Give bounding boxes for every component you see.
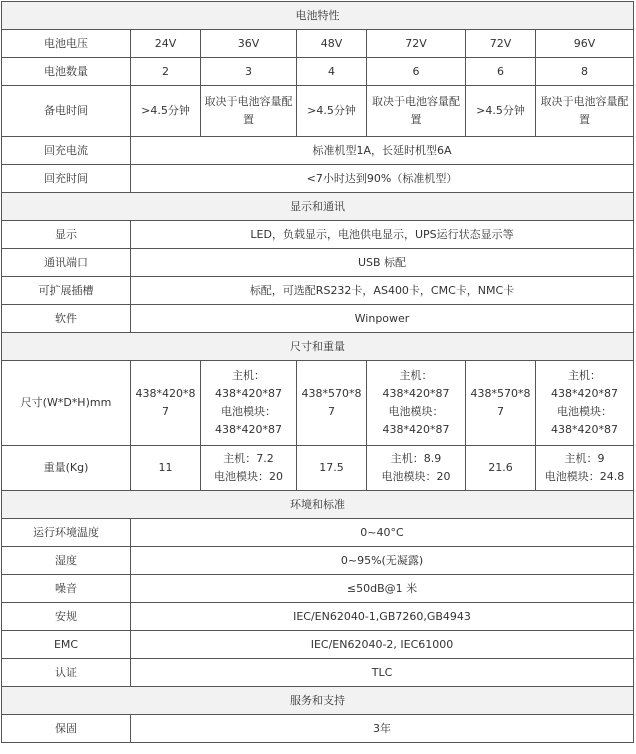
cell-line: 电池模块： xyxy=(557,405,612,418)
row-label: 保固 xyxy=(2,715,131,743)
cell-value: TLC xyxy=(131,659,634,687)
cell-line: 438*420*87 xyxy=(215,387,282,400)
row-label: 重量(Kg) xyxy=(2,446,131,491)
cell-value: 取决于电池容量配置 xyxy=(536,86,634,137)
cell-value: LED，负载显示，电池供电显示，UPS运行状态显示等 xyxy=(131,221,634,249)
row-battery-voltage xyxy=(2,30,634,58)
cell-line: 主机：8.9 xyxy=(390,452,442,465)
cell-value: 3年 xyxy=(131,715,634,743)
cell-value: >4.5分钟 xyxy=(297,86,367,137)
cell-value: 438*420*87 xyxy=(131,361,201,446)
cell-value: 24V xyxy=(131,30,201,58)
row-label: 运行环境温度 xyxy=(2,519,131,547)
row-safety xyxy=(2,603,634,631)
cell-value: 72V xyxy=(367,30,466,58)
cell-line: 438*420*87 xyxy=(382,387,450,400)
cell-value-multiline xyxy=(367,446,466,491)
row-charge-time xyxy=(2,165,634,193)
row-label: 通讯端口 xyxy=(2,249,131,277)
cell-value-multiline xyxy=(536,446,634,491)
cell-value: 11 xyxy=(131,446,201,491)
section-row-display xyxy=(2,193,634,221)
cell-value: 标配，可选配RS232卡，AS400卡，CMC卡，NMC卡 xyxy=(131,277,634,305)
cell-value: ≤50dB@1 米 xyxy=(131,575,634,603)
cell-value: 96V xyxy=(536,30,634,58)
cell-line: 主机： xyxy=(232,369,265,382)
cell-value: IEC/EN62040-1,GB7260,GB4943 xyxy=(131,603,634,631)
cell-line: 主机：7.2 xyxy=(223,452,274,465)
cell-value-multiline xyxy=(201,446,297,491)
row-label: 软件 xyxy=(2,305,131,333)
cell-value: >4.5分钟 xyxy=(466,86,536,137)
cell-value: 标准机型1A，长延时机型6A xyxy=(131,137,634,165)
row-label: 回充电流 xyxy=(2,137,131,165)
section-title-display: 显示和通讯 xyxy=(2,193,634,221)
cell-value: 6 xyxy=(466,58,536,86)
cell-value: <7小时达到90%（标准机型） xyxy=(131,165,634,193)
row-certification xyxy=(2,659,634,687)
section-title-battery: 电池特性 xyxy=(2,2,634,30)
cell-line: 438*420*87 xyxy=(215,423,282,436)
section-title-service: 服务和支持 xyxy=(2,687,634,715)
row-display xyxy=(2,221,634,249)
cell-line: 438*420*87 xyxy=(551,387,618,400)
cell-value: 21.6 xyxy=(466,446,536,491)
row-label: 认证 xyxy=(2,659,131,687)
cell-line: 主机： xyxy=(399,369,433,382)
cell-value: 72V xyxy=(466,30,536,58)
row-comm-port xyxy=(2,249,634,277)
cell-value: 17.5 xyxy=(297,446,367,491)
cell-value: USB 标配 xyxy=(131,249,634,277)
row-label: EMC xyxy=(2,631,131,659)
row-charge-current xyxy=(2,137,634,165)
cell-line: 电池模块： xyxy=(388,405,444,418)
section-row-battery xyxy=(2,2,634,30)
cell-value-multiline xyxy=(536,361,634,446)
cell-value: 6 xyxy=(367,58,466,86)
row-label: 电池电压 xyxy=(2,30,131,58)
row-label: 噪音 xyxy=(2,575,131,603)
row-label: 安规 xyxy=(2,603,131,631)
row-battery-count xyxy=(2,58,634,86)
row-humidity xyxy=(2,547,634,575)
row-noise xyxy=(2,575,634,603)
row-label: 显示 xyxy=(2,221,131,249)
row-label: 湿度 xyxy=(2,547,131,575)
cell-value: Winpower xyxy=(131,305,634,333)
cell-value: 取决于电池容量配置 xyxy=(201,86,297,137)
section-title-env: 环境和标准 xyxy=(2,491,634,519)
row-backup-time xyxy=(2,86,634,137)
row-label: 电池数量 xyxy=(2,58,131,86)
cell-line: 电池模块：24.8 xyxy=(544,470,625,483)
cell-value-multiline xyxy=(367,361,466,446)
section-row-env xyxy=(2,491,634,519)
cell-value: 438*570*87 xyxy=(466,361,536,446)
row-label: 回充时间 xyxy=(2,165,131,193)
section-title-size: 尺寸和重量 xyxy=(2,333,634,361)
cell-value: >4.5分钟 xyxy=(131,86,201,137)
cell-value: 2 xyxy=(131,58,201,86)
cell-value: 取决于电池容量配置 xyxy=(367,86,466,137)
cell-line: 电池模块： xyxy=(221,405,276,418)
cell-value: 4 xyxy=(297,58,367,86)
row-label: 可扩展插槽 xyxy=(2,277,131,305)
cell-value-multiline xyxy=(201,361,297,446)
row-emc xyxy=(2,631,634,659)
cell-value: 438*570*87 xyxy=(297,361,367,446)
cell-line: 438*420*87 xyxy=(551,423,618,436)
cell-line: 438*420*87 xyxy=(382,423,450,436)
cell-value: 0~95%(无凝露) xyxy=(131,547,634,575)
cell-value: 0~40°C xyxy=(131,519,634,547)
row-label: 尺寸(W*D*H)mm xyxy=(2,361,131,446)
section-row-service xyxy=(2,687,634,715)
row-warranty xyxy=(2,715,634,743)
cell-value: IEC/EN62040-2, IEC61000 xyxy=(131,631,634,659)
ups-spec-table xyxy=(1,1,634,743)
cell-value: 8 xyxy=(536,58,634,86)
cell-value: 36V xyxy=(201,30,297,58)
cell-line: 电池模块：20 xyxy=(381,470,451,483)
cell-value: 48V xyxy=(297,30,367,58)
row-temperature xyxy=(2,519,634,547)
cell-line: 主机： xyxy=(568,369,601,382)
row-dimensions xyxy=(2,361,634,446)
cell-value: 3 xyxy=(201,58,297,86)
cell-line: 主机：9 xyxy=(564,452,605,465)
row-expansion-slot xyxy=(2,277,634,305)
row-label: 备电时间 xyxy=(2,86,131,137)
cell-line: 电池模块：20 xyxy=(214,470,283,483)
section-row-size xyxy=(2,333,634,361)
row-weight xyxy=(2,446,634,491)
row-software xyxy=(2,305,634,333)
